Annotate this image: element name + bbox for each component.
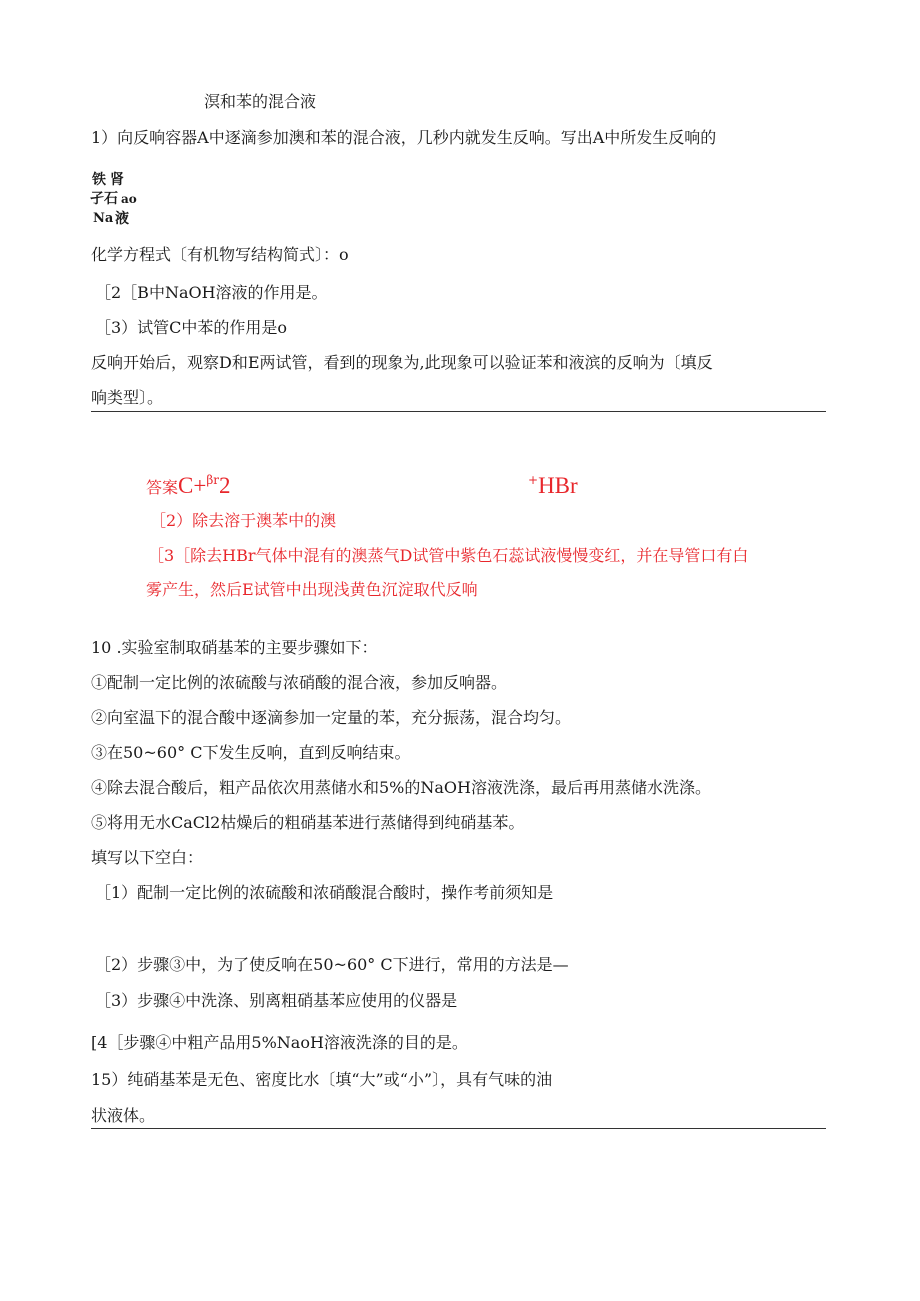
equation-product xyxy=(528,472,578,503)
q10-fill-5-line-1: 15）纯硝基苯是无色、密度比水〔填“大”或“小”〕，具有气味的油 xyxy=(91,1070,553,1089)
q10-step-4: ④除去混合酸后，粗产品依次用蒸储水和5%的NaOH溶液洗涤，最后再用蒸储水洗涤。 xyxy=(91,778,711,797)
equation-left: C+ xyxy=(178,473,207,498)
q10-fill-4: [4［步骤④中粗产品用5%NaoH溶液洗涤的目的是。 xyxy=(91,1033,468,1052)
divider xyxy=(91,1128,826,1129)
mixture-label: 溟和苯的混合液 xyxy=(204,92,317,111)
q10-step-3: ③在50~60° C下发生反响，直到反响结束。 xyxy=(91,743,411,762)
apparatus-text: ao xyxy=(121,192,137,206)
q9-line-4: ［3）试管C中苯的作用是o xyxy=(95,318,288,337)
equation-sup: βr xyxy=(206,473,220,487)
divider xyxy=(91,411,826,412)
equation-right: 2 xyxy=(219,473,231,498)
apparatus-text: 液 xyxy=(115,211,129,227)
q10-fill-1: ［1）配制一定比例的浓硫酸和浓硝酸混合酸时，操作考前须知是 xyxy=(95,883,554,902)
q10-title: 10 .实验室制取硝基苯的主要步骤如下： xyxy=(91,638,378,657)
apparatus-text: 肾 xyxy=(110,172,124,188)
answer-3-line-2: 雾产生，然后E试管中出现浅黄色沉淀取代反响 xyxy=(146,580,478,599)
apparatus-text: 铁 xyxy=(92,172,106,188)
answer-equation xyxy=(146,472,231,503)
q9-line-2: 化学方程式〔有机物写结构简式〕：o xyxy=(91,245,349,264)
q10-step-1: ①配制一定比例的浓硫酸与浓硝酸的混合液，参加反响器。 xyxy=(91,673,508,692)
q9-line-1: 1）向反响容器A中逐滴参加澳和苯的混合液，几秒内就发生反响。写出A中所发生反响的 xyxy=(91,128,717,147)
q10-fill-2: ［2）步骤③中，为了使反响在50~60° C下进行，常用的方法是— xyxy=(95,955,569,974)
answer-3-line-1: ［3［除去HBr气体中混有的澳蒸气D试管中紫色石蕊试液慢慢变红，并在导管口有白 xyxy=(148,546,749,565)
q10-step-2: ②向室温下的混合酸中逐滴参加一定量的苯，充分振荡，混合均匀。 xyxy=(91,708,572,727)
answer-label: 答案 xyxy=(146,478,179,497)
q9-line-6: 响类型〕。 xyxy=(91,388,164,407)
hbr-product: HBr xyxy=(538,473,578,498)
plus-sign: + xyxy=(528,473,539,487)
apparatus-text: 孑石 xyxy=(90,191,118,207)
apparatus-text: Na xyxy=(93,211,114,226)
q10-step-5: ⑤将用无水CaCl2枯燥后的粗硝基苯进行蒸储得到纯硝基苯。 xyxy=(91,813,525,832)
q10-fill-instruction: 填写以下空白： xyxy=(91,848,204,867)
apparatus-fragment xyxy=(90,170,140,232)
answer-2: ［2）除去溶于澳苯中的澳 xyxy=(150,511,337,530)
q9-line-5: 反响开始后，观察D和E两试管，看到的现象为,此现象可以验证苯和液滨的反响为〔填反 xyxy=(91,353,713,372)
q10-fill-3: ［3）步骤④中洗涤、别离粗硝基苯应使用的仪器是 xyxy=(95,991,458,1010)
q9-line-3: ［2［B中NaOH溶液的作用是。 xyxy=(95,283,328,302)
q10-fill-5-line-2: 状液体。 xyxy=(91,1106,156,1125)
